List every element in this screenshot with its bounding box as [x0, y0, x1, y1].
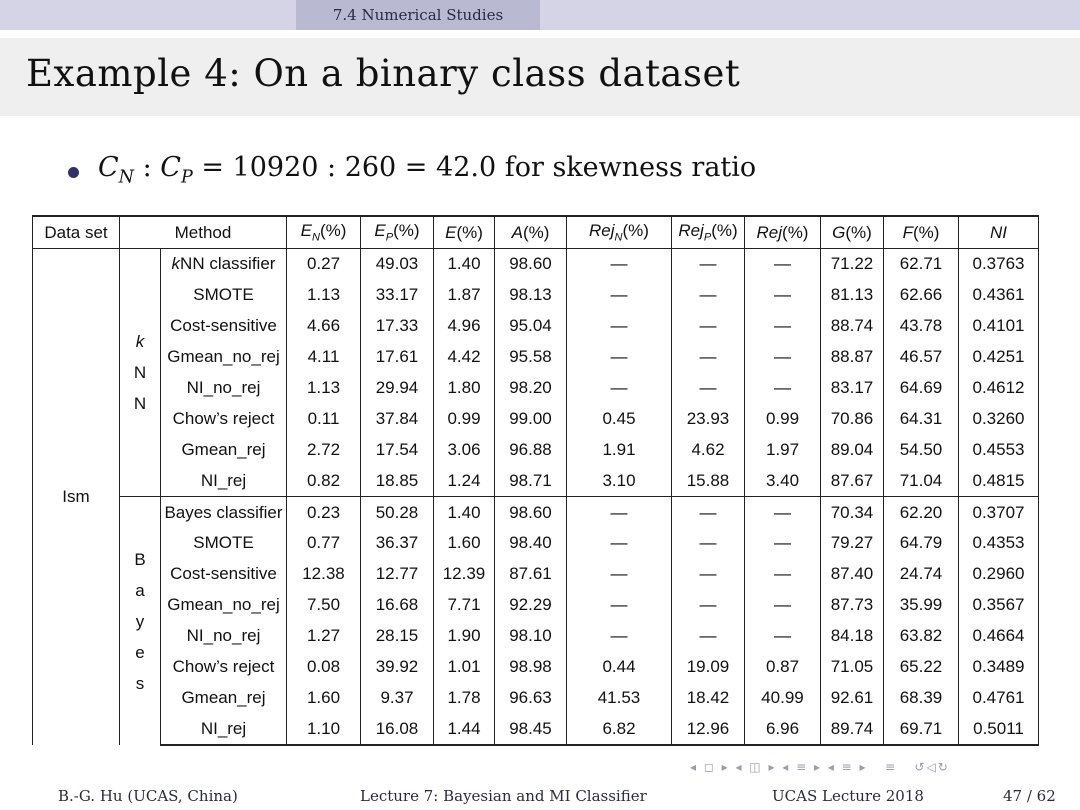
- table-cell: 1.97: [745, 434, 821, 465]
- table-cell: 0.3707: [959, 497, 1039, 528]
- table-cell: 28.15: [361, 621, 434, 652]
- table-cell: —: [745, 590, 821, 621]
- results-table: [32, 215, 1039, 746]
- table-cell: 70.34: [821, 497, 884, 528]
- table-cell: 0.4251: [959, 342, 1039, 373]
- header-ep: $E_P(\%)$: [361, 216, 434, 249]
- table-cell: 96.88: [495, 434, 567, 465]
- table-cell: 98.10: [495, 621, 567, 652]
- table-cell: —: [567, 311, 672, 342]
- table-cell: 98.20: [495, 373, 567, 404]
- table-cell: —: [567, 590, 672, 621]
- method-name: Gmean_rej: [161, 434, 287, 465]
- table-row: [33, 682, 1039, 713]
- table-cell: 1.80: [434, 373, 495, 404]
- table-cell: 84.18: [821, 621, 884, 652]
- table-cell: 19.09: [672, 652, 745, 683]
- table-cell: 1.13: [287, 280, 361, 311]
- table-cell: 1.10: [287, 713, 361, 745]
- table-cell: —: [745, 621, 821, 652]
- table-cell: 71.05: [821, 652, 884, 683]
- table-cell: 54.50: [884, 434, 959, 465]
- group-label-letter: k: [135, 332, 145, 352]
- group-label-letter: N: [133, 394, 147, 414]
- table-cell: 4.11: [287, 342, 361, 373]
- header-rejp: Rej$_P$(%): [672, 216, 745, 249]
- table-cell: 12.39: [434, 559, 495, 590]
- table-row: [33, 465, 1039, 496]
- table-row: [33, 652, 1039, 683]
- table-cell: 6.96: [745, 713, 821, 745]
- table-cell: 87.73: [821, 590, 884, 621]
- table-cell: —: [672, 311, 745, 342]
- table-cell: —: [745, 249, 821, 280]
- table-cell: 0.4761: [959, 682, 1039, 713]
- table-row: [33, 280, 1039, 311]
- table-cell: 1.40: [434, 497, 495, 528]
- table-cell: 1.60: [287, 682, 361, 713]
- table-row: [33, 497, 1039, 528]
- table-cell: 7.50: [287, 590, 361, 621]
- footer-author: B.-G. Hu (UCAS, China): [58, 787, 238, 805]
- table-cell: 0.3763: [959, 249, 1039, 280]
- table-cell: 0.4361: [959, 280, 1039, 311]
- table-row: [33, 621, 1039, 652]
- table-cell: 98.60: [495, 497, 567, 528]
- table-row: [33, 249, 1039, 280]
- table-cell: 1.01: [434, 652, 495, 683]
- table-cell: 98.71: [495, 465, 567, 496]
- method-name: Cost-sensitive: [161, 559, 287, 590]
- table-cell: 41.53: [567, 682, 672, 713]
- header-dataset: Data set: [33, 216, 120, 249]
- table-cell: 4.62: [672, 434, 745, 465]
- table-cell: 0.99: [745, 403, 821, 434]
- table-cell: 35.99: [884, 590, 959, 621]
- section-title[interactable]: 7.4 Numerical Studies: [296, 0, 540, 30]
- header-g: G(%): [821, 216, 884, 249]
- table-cell: 63.82: [884, 621, 959, 652]
- table-cell: 89.74: [821, 713, 884, 745]
- table-cell: 79.27: [821, 528, 884, 559]
- table-cell: 0.27: [287, 249, 361, 280]
- table-cell: —: [567, 280, 672, 311]
- method-name: Chow’s reject: [161, 652, 287, 683]
- table-cell: —: [745, 559, 821, 590]
- method-name: Gmean_rej: [161, 682, 287, 713]
- table-cell: —: [672, 590, 745, 621]
- table-row: [33, 311, 1039, 342]
- table-cell: 7.71: [434, 590, 495, 621]
- table-cell: 0.4553: [959, 434, 1039, 465]
- table-cell: 87.40: [821, 559, 884, 590]
- table-cell: 65.22: [884, 652, 959, 683]
- table-cell: 12.96: [672, 713, 745, 745]
- table-cell: 3.10: [567, 465, 672, 496]
- group-label: [120, 497, 161, 746]
- table-cell: 1.13: [287, 373, 361, 404]
- table-cell: 0.5011: [959, 713, 1039, 745]
- slide-title: Example 4: On a binary class dataset: [26, 52, 741, 95]
- table-cell: 17.61: [361, 342, 434, 373]
- table-cell: 24.74: [884, 559, 959, 590]
- table-cell: —: [567, 373, 672, 404]
- table-cell: —: [567, 497, 672, 528]
- table-cell: 1.40: [434, 249, 495, 280]
- table-cell: 0.3260: [959, 403, 1039, 434]
- table-cell: 39.92: [361, 652, 434, 683]
- table-cell: 64.31: [884, 403, 959, 434]
- table-cell: 83.17: [821, 373, 884, 404]
- table-cell: 0.4353: [959, 528, 1039, 559]
- bullet-text: $C_N$ : $C_P = 10920$ : 260 = 42.0 for skewness ratio: [98, 152, 757, 188]
- table-cell: 15.88: [672, 465, 745, 496]
- table-cell: 1.87: [434, 280, 495, 311]
- table-row: [33, 559, 1039, 590]
- table-cell: 87.67: [821, 465, 884, 496]
- table-cell: 1.60: [434, 528, 495, 559]
- table-cell: —: [672, 342, 745, 373]
- table-cell: —: [745, 311, 821, 342]
- dataset-name: Ism: [33, 249, 120, 746]
- table-cell: 1.27: [287, 621, 361, 652]
- table-cell: 64.69: [884, 373, 959, 404]
- table-cell: 49.03: [361, 249, 434, 280]
- table-cell: 88.87: [821, 342, 884, 373]
- table-cell: 89.04: [821, 434, 884, 465]
- method-name: kNN classifier: [161, 249, 287, 280]
- table-cell: 0.99: [434, 403, 495, 434]
- table-cell: 6.82: [567, 713, 672, 745]
- method-name: SMOTE: [161, 280, 287, 311]
- method-name: Gmean_no_rej: [161, 590, 287, 621]
- table-body: [33, 249, 1039, 746]
- table-cell: 40.99: [745, 682, 821, 713]
- table-cell: 4.42: [434, 342, 495, 373]
- table-cell: 92.29: [495, 590, 567, 621]
- method-name: SMOTE: [161, 528, 287, 559]
- table-cell: 18.85: [361, 465, 434, 496]
- table-cell: 98.45: [495, 713, 567, 745]
- table-row: [33, 713, 1039, 745]
- group-label-letter: a: [135, 580, 145, 600]
- header-method: Method: [120, 216, 287, 249]
- table-cell: 68.39: [884, 682, 959, 713]
- table-cell: 0.11: [287, 403, 361, 434]
- table-cell: 62.66: [884, 280, 959, 311]
- table-cell: —: [567, 342, 672, 373]
- table-cell: 98.98: [495, 652, 567, 683]
- table-cell: 99.00: [495, 403, 567, 434]
- table-cell: 98.13: [495, 280, 567, 311]
- header-en: $E_N(\%)$: [287, 216, 361, 249]
- method-name: Cost-sensitive: [161, 311, 287, 342]
- table-row: [33, 403, 1039, 434]
- table-cell: 98.60: [495, 249, 567, 280]
- group-label: [120, 249, 161, 497]
- table-cell: 71.04: [884, 465, 959, 496]
- header-ni: NI: [959, 216, 1039, 249]
- table-cell: 64.79: [884, 528, 959, 559]
- method-name: Gmean_no_rej: [161, 342, 287, 373]
- table-cell: 62.20: [884, 497, 959, 528]
- table-cell: —: [745, 497, 821, 528]
- table-header-row: [33, 216, 1039, 249]
- table-cell: 70.86: [821, 403, 884, 434]
- table-cell: —: [567, 528, 672, 559]
- table-cell: 50.28: [361, 497, 434, 528]
- table-cell: 71.22: [821, 249, 884, 280]
- table-cell: 62.71: [884, 249, 959, 280]
- table-row: [33, 373, 1039, 404]
- table-row: [33, 434, 1039, 465]
- table-cell: 0.87: [745, 652, 821, 683]
- table-cell: 1.24: [434, 465, 495, 496]
- table-cell: 0.4612: [959, 373, 1039, 404]
- table-cell: 98.40: [495, 528, 567, 559]
- table-cell: 37.84: [361, 403, 434, 434]
- header-f: F(%): [884, 216, 959, 249]
- table-cell: 33.17: [361, 280, 434, 311]
- table-cell: 0.23: [287, 497, 361, 528]
- beamer-navigation-icons[interactable]: ◂ ◻ ▸ ◂ ◫ ▸ ◂ ≡ ▸ ◂ ≡ ▸ ≡ ↺◁↻: [690, 760, 950, 774]
- table-cell: 0.82: [287, 465, 361, 496]
- table-cell: 36.37: [361, 528, 434, 559]
- table-cell: —: [745, 373, 821, 404]
- footer-lecture: Lecture 7: Bayesian and MI Classifier: [360, 787, 647, 805]
- table-cell: 0.2960: [959, 559, 1039, 590]
- header-e: E(%): [434, 216, 495, 249]
- table-cell: 0.4664: [959, 621, 1039, 652]
- table-cell: 81.13: [821, 280, 884, 311]
- table-cell: 2.72: [287, 434, 361, 465]
- table-cell: 16.68: [361, 590, 434, 621]
- table-cell: 17.54: [361, 434, 434, 465]
- table-cell: —: [745, 528, 821, 559]
- table-cell: 0.3567: [959, 590, 1039, 621]
- table-cell: 1.90: [434, 621, 495, 652]
- table-cell: 17.33: [361, 311, 434, 342]
- table-cell: 43.78: [884, 311, 959, 342]
- table-cell: 0.44: [567, 652, 672, 683]
- table-cell: 29.94: [361, 373, 434, 404]
- table-cell: 12.77: [361, 559, 434, 590]
- table-cell: —: [567, 621, 672, 652]
- table-cell: 0.4101: [959, 311, 1039, 342]
- table-cell: 0.4815: [959, 465, 1039, 496]
- group-label-letter: B: [134, 549, 146, 569]
- table-cell: 4.66: [287, 311, 361, 342]
- method-name: Bayes classifier: [161, 497, 287, 528]
- table-cell: —: [672, 497, 745, 528]
- table-cell: 92.61: [821, 682, 884, 713]
- table-cell: 1.91: [567, 434, 672, 465]
- bullet-dot-icon: [68, 167, 79, 178]
- table-cell: —: [567, 559, 672, 590]
- table-cell: —: [672, 280, 745, 311]
- table-cell: —: [567, 249, 672, 280]
- table-cell: 9.37: [361, 682, 434, 713]
- footer-bar: [0, 784, 1080, 810]
- table-cell: 69.71: [884, 713, 959, 745]
- table-cell: —: [672, 373, 745, 404]
- table-cell: 0.3489: [959, 652, 1039, 683]
- table-row: [33, 342, 1039, 373]
- table-cell: —: [745, 342, 821, 373]
- title-bar: [0, 38, 1080, 116]
- table-cell: 3.06: [434, 434, 495, 465]
- table-cell: —: [672, 621, 745, 652]
- group-label-letter: e: [135, 642, 145, 662]
- table-cell: 0.08: [287, 652, 361, 683]
- table-cell: 95.58: [495, 342, 567, 373]
- method-name: NI_no_rej: [161, 621, 287, 652]
- header-bar: [0, 0, 1080, 30]
- table-cell: —: [672, 249, 745, 280]
- footer-page: 47 / 62: [1003, 787, 1056, 805]
- table-cell: 46.57: [884, 342, 959, 373]
- table-cell: 88.74: [821, 311, 884, 342]
- header-rej: Rej(%): [745, 216, 821, 249]
- table-cell: 0.77: [287, 528, 361, 559]
- method-name: NI_rej: [161, 713, 287, 745]
- table-cell: 4.96: [434, 311, 495, 342]
- table-cell: 18.42: [672, 682, 745, 713]
- table-row: [33, 590, 1039, 621]
- method-name: NI_rej: [161, 465, 287, 496]
- table-cell: 23.93: [672, 403, 745, 434]
- table-cell: 95.04: [495, 311, 567, 342]
- table-cell: 3.40: [745, 465, 821, 496]
- table-cell: 96.63: [495, 682, 567, 713]
- table-cell: 87.61: [495, 559, 567, 590]
- group-label-letter: s: [135, 673, 145, 693]
- table-cell: 0.45: [567, 403, 672, 434]
- table-cell: —: [745, 280, 821, 311]
- method-name: NI_no_rej: [161, 373, 287, 404]
- table-cell: —: [672, 528, 745, 559]
- table-row: [33, 528, 1039, 559]
- group-label-letter: y: [135, 611, 145, 631]
- table-cell: 12.38: [287, 559, 361, 590]
- method-name: Chow’s reject: [161, 403, 287, 434]
- header-rejn: Rej$_N$(%): [567, 216, 672, 249]
- table-cell: 16.08: [361, 713, 434, 745]
- table-cell: 1.44: [434, 713, 495, 745]
- group-label-letter: N: [133, 363, 147, 383]
- header-a: A(%): [495, 216, 567, 249]
- table-cell: —: [672, 559, 745, 590]
- footer-venue: UCAS Lecture 2018: [772, 787, 924, 805]
- table-cell: 1.78: [434, 682, 495, 713]
